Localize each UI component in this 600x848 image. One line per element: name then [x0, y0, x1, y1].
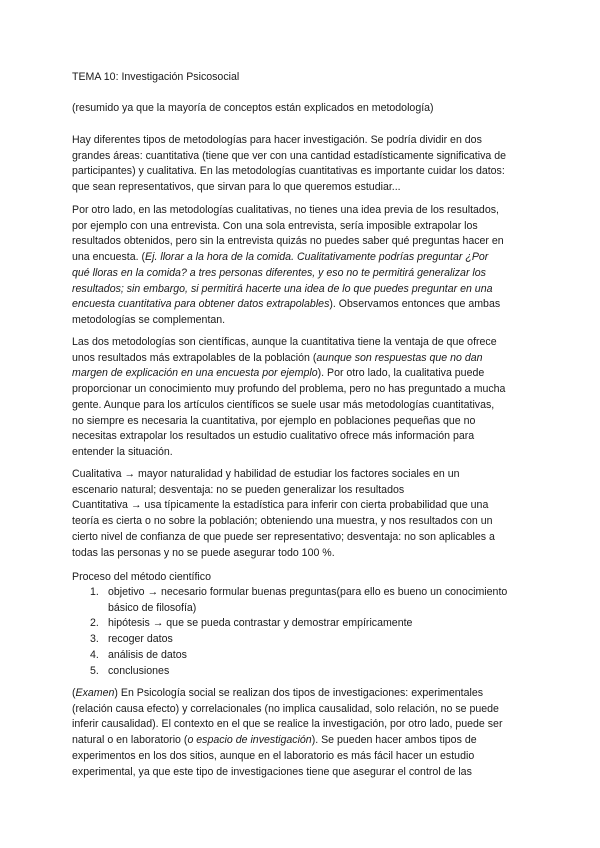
list-item: 2. hipótesis → que se pueda contrastar y demostrar empíricamente [90, 617, 413, 630]
paragraph-comparison: Cualitativa → mayor naturalidad y habilidad de estudiar los factores sociales en un escenario natural; desventaja: no se pueden generalizar los resultados Cuantitativa → usa típicamente la estadística para inferir con cierta probabilidad que una teoría es cierta o no sobre la población; obteniendo una muestra, y nos resultados con un cierto nivel de confianza de que puede ser representativo; desventaja: no son aplicables a todas las personas y no se puede asegurar todo 100 %. [72, 468, 495, 559]
paragraph-qualitative: Por otro lado, en las metodologías cualitativas, no tienes una idea previa de los resultados, por ejemplo con una entrevista. Con una sola entrevista, sería imposible extrapolar los resultados obtenidos, pero sin la entrevista quizás no puedes saber qué preguntas hacer en una encuesta. (Ej. llorar a la hora de la comida. Cualitativamente podrías preguntar ¿Por qué lloras en la comida? a tres personas diferentes, y eso no te permitirá generalizar los resultados; sin embargo, si permitirá hacerte una idea de lo que puedes preguntar en una encuesta cuantitativa para obtener datos extrapolables). Observamos entonces que ambas metodologías se complementan. [72, 204, 504, 326]
page-subtitle: (resumido ya que la mayoría de conceptos están explicados en metodología) [72, 102, 434, 114]
paragraph-exam: (Examen) En Psicología social se realizan dos tipos de investigaciones: experimentales (relación causa efecto) y correlacionales (no implica causalidad, solo relación, no se puede inferir causalidad). El contexto en el que se realice la investigación, por otro lado, puede ser natural o en laboratorio (o espacio de investigación). Se pueden hacer ambos tipos de experimentos en los dos sitios, aunque en el laboratorio es más fácil hacer un estudio experimental, ya que este tipo de investigaciones tiene que asegurar el control de las [72, 687, 503, 778]
method-steps-list [72, 585, 542, 679]
paragraph-scientific: Las dos metodologías son científicas, aunque la cuantitativa tiene la ventaja de que ofrece unos resultados más extrapolables de la población (aunque son respuestas que no dan margen de explicación en una encuesta por ejemplo). Por otro lado, la cualitativa puede proporcionar un conocimiento muy profundo del problema, pero no has preguntado a mucha gente. Aunque para los artículos científicos se suele usar más metodologías cuantitativas, no siempre es necesaria la cuantitativa, por ejemplo en poblaciones pequeñas que no necesitas extrapolar los resultados un estudio cualitativo ofrece más información para entender la situación. [72, 336, 506, 458]
list-item: 5. conclusiones [90, 664, 170, 677]
list-item: 3. recoger datos [90, 633, 173, 646]
page-title: TEMA 10: Investigación Psicosocial [72, 71, 240, 83]
paragraph-intro: Hay diferentes tipos de metodologías para hacer investigación. Se podría dividir en dos grandes áreas: cuantitativa (tiene que ver con una cantidad estadísticamente significativa de participantes) y cualitativa. En las metodologías cuantitativas es importante cuidar los datos: que sean representativos, que sirvan para lo que queremos estudiar... [72, 134, 507, 194]
list-item: 1. objetivo → necesario formular buenas preguntas(para ello es bueno un conocimiento básico de filosofía) [90, 586, 508, 614]
list-item: 4. análisis de datos [90, 648, 187, 661]
example-note: Ej. llorar a la hora de la comida. Cualitativamente podrías preguntar ¿Por [145, 251, 489, 264]
section-heading-proceso: Proceso del método científico [72, 571, 211, 583]
